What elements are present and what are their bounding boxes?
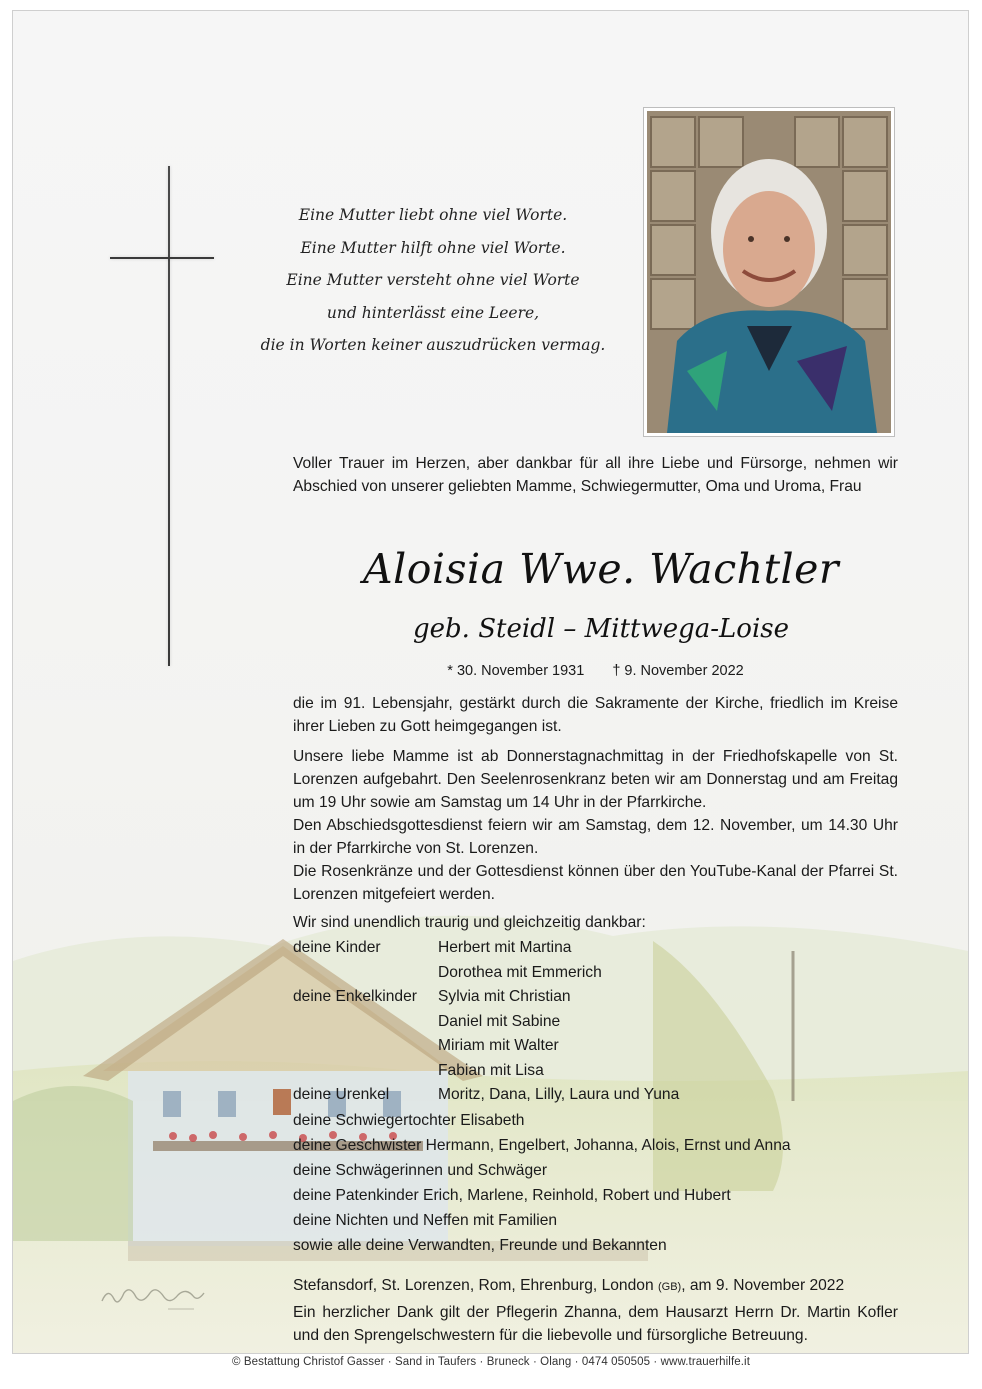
family-row <box>293 1059 903 1084</box>
death-date: † 9. November 2022 <box>612 663 744 679</box>
family-line: sowie alle deine Verwandten, Freunde und Bekannten <box>293 1237 667 1255</box>
family-row <box>293 1083 903 1108</box>
footer-credit: © Bestattung Christof Gasser · Sand in Taufers · Bruneck · Olang · 0474 050505 · www.trauerhilfe.it <box>231 1356 751 1368</box>
birth-name: geb. Steidl – Mittwega-Loise <box>412 614 790 644</box>
poem-line: Eine Mutter liebt ohne viel Worte. <box>298 206 568 224</box>
birth-date: * 30. November 1931 <box>447 663 585 679</box>
family-line: deine Schwiegertochter Elisabeth <box>293 1111 525 1129</box>
passing-paragraph: die im 91. Lebensjahr, gestärkt durch die Sakramente der Kirche, friedlich im Kreise ihrer Lieben zu Gott heimgegangen ist. <box>293 695 898 735</box>
family-names: Moritz, Dana, Lilly, Laura und Yuna <box>438 1086 680 1103</box>
relation-label: deine Kinder <box>293 939 381 956</box>
cross-vertical <box>168 166 170 666</box>
poem-line: und hinterlässt eine Leere, <box>326 303 540 322</box>
funeral-info-stream: Die Rosenkränze und der Gottesdienst können über den YouTube-Kanal der Pfarrei St. Lorenzen mitgefeiert werden. <box>293 863 898 903</box>
relation-label: deine Urenkel <box>293 1086 390 1103</box>
poem-line: Eine Mutter hilft ohne viel Worte. <box>300 238 566 257</box>
portrait-photo <box>643 107 895 437</box>
poem <box>233 199 633 362</box>
cross-horizontal <box>110 257 214 259</box>
funeral-info-mass: Den Abschiedsgottesdienst feiern wir am Samstag, dem 12. November, um 14.30 Uhr in der Pfarrkirche von St. Lorenzen. <box>293 817 898 857</box>
intro-text: Voller Trauer im Herzen, aber dankbar für all ihre Liebe und Fürsorge, nehmen wir Abschied von unserer geliebten Mamme, Schwiegermutter, Oma und Uroma, Frau <box>293 455 898 495</box>
family-row <box>293 1010 903 1035</box>
family-names: Miriam mit Walter <box>438 1037 559 1054</box>
gratitude-text: Ein herzlicher Dank gilt der Pflegerin Zhanna, dem Hausarzt Herrn Dr. Martin Kofler und den Sprengelschwestern für die liebevolle und fürsorgliche Betreuung. <box>293 1304 898 1344</box>
family-names: Herbert mit Martina <box>438 939 572 956</box>
family-row <box>293 936 903 961</box>
family-row <box>293 1034 903 1059</box>
family-row <box>293 985 903 1010</box>
family-line: deine Schwägerinnen und Schwäger <box>293 1161 548 1179</box>
family-row <box>293 961 903 986</box>
funeral-info <box>293 745 898 906</box>
family-line: deine Patenkinder Erich, Marlene, Reinhold, Robert und Hubert <box>293 1187 731 1205</box>
life-dates <box>293 661 898 681</box>
family-line: deine Nichten und Neffen mit Familien <box>293 1212 558 1230</box>
family-list <box>293 936 903 1259</box>
thanks-intro: Wir sind unendlich traurig und gleichzeitig dankbar: <box>293 914 646 931</box>
poem-line: die in Worten keiner auszudrücken vermag. <box>260 336 606 354</box>
obituary-card <box>12 10 969 1354</box>
family-names: Daniel mit Sabine <box>438 1012 561 1030</box>
place-and-date: Stefansdorf, St. Lorenzen, Rom, Ehrenburg, London (GB), am 9. November 2022 <box>293 1277 845 1294</box>
painter-signature <box>98 1279 208 1315</box>
funeral-info-wake: Unsere liebe Mamme ist ab Donnerstagnachmittag in der Friedhofskapelle von St. Lorenzen aufgebahrt. Den Seelenrosenkranz beten wir am Donnerstag und am Freitag um 19 Uhr sowie am Samstag um 14 Uhr in der Pfarrkirche. <box>293 748 898 811</box>
family-names: Fabian mit Lisa <box>438 1061 544 1079</box>
family-names: Sylvia mit Christian <box>438 988 571 1005</box>
relation-label: deine Enkelkinder <box>293 988 417 1005</box>
family-line: deine Geschwister Hermann, Engelbert, Johanna, Alois, Ernst und Anna <box>293 1136 791 1154</box>
portrait-image <box>647 111 891 433</box>
deceased-name: Aloisia Wwe. Wachtler <box>362 545 840 593</box>
family-names: Dorothea mit Emmerich <box>438 963 602 981</box>
poem-line: Eine Mutter versteht ohne viel Worte <box>286 271 580 289</box>
